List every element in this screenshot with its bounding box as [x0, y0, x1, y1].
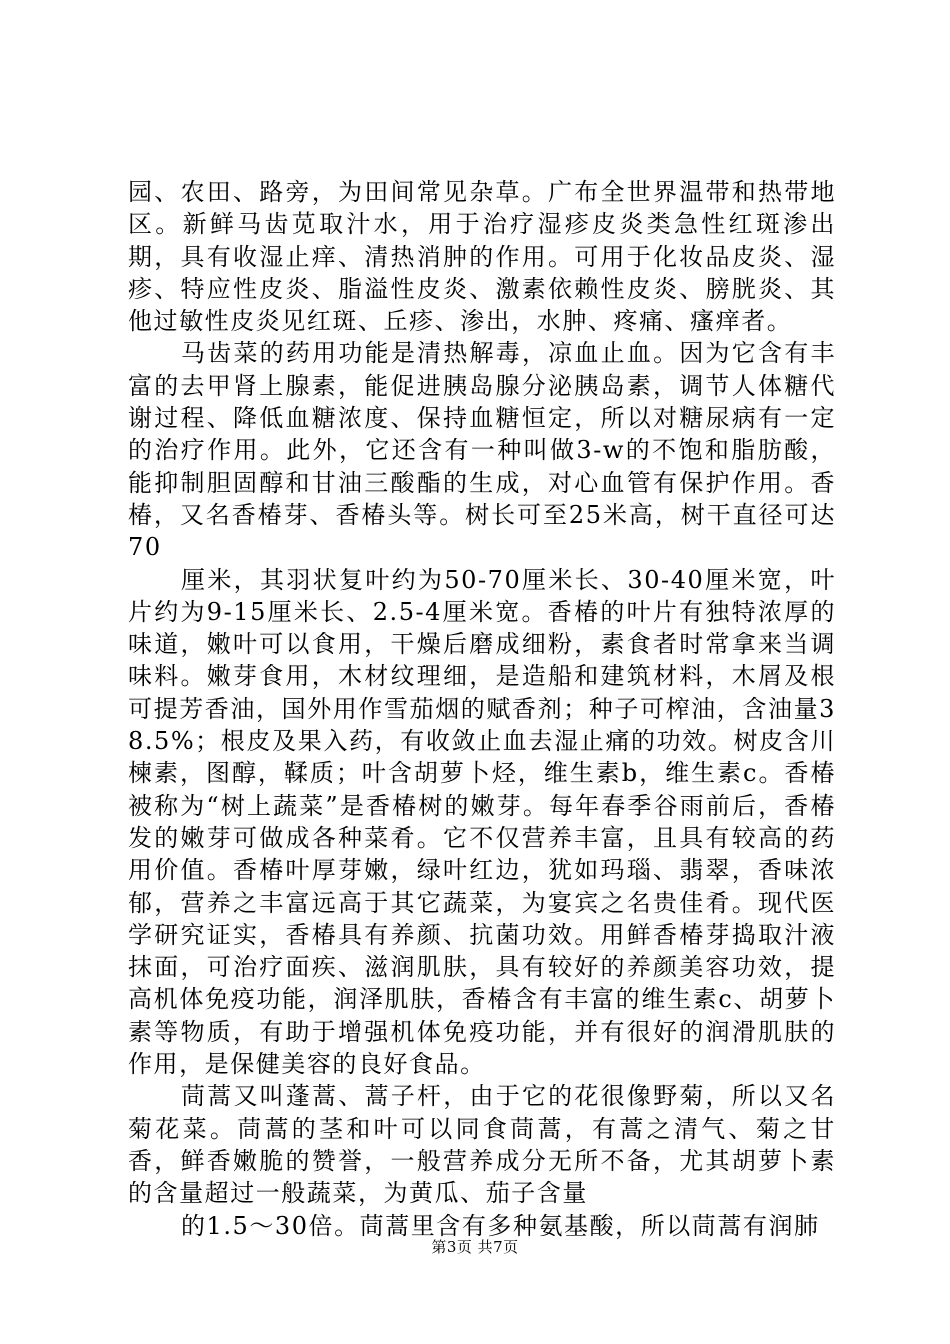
- paragraph-3: 厘米，其羽状复叶约为50-70厘米长、30-40厘米宽，叶片约为9-15厘米长、2.5-4厘米宽。香椿的叶片有独特浓厚的味道，嫩叶可以食用，干燥后磨成细粉，素食者时常拿来当调味料。嫩芽食用，木材纹理细，是造船和建筑材料，木屑及根可提芳香油，国外用作雪茄烟的赋香剂；种子可榨油，含油量38.5%；根皮及果入药，有收敛止血去湿止痛的功效。树皮含川楝素，图醇，鞣质；叶含胡萝卜烃，维生素b，维生素c。香椿被称为“树上蔬菜”是香椿树的嫩芽。每年春季谷雨前后，香椿发的嫩芽可做成各种菜肴。它不仅营养丰富，且具有较高的药用价值。香椿叶厚芽嫩，绿叶红边，犹如玛瑙、翡翠，香味浓郁，营养之丰富远高于其它蔬菜，为宴宾之名贵佳肴。现代医学研究证实，香椿具有养颜、抗菌功效。用鲜香椿芽捣取汁液抹面，可治疗面疾、滋润肌肤，具有较好的养颜美容功效，提高机体免疫功能，润泽肌肤，香椿含有丰富的维生素c、胡萝卜素等物质，有助于增强机体免疫功能，并有很好的润滑肌肤的作用，是保健美容的良好食品。: [128, 565, 836, 1079]
- paragraph-2: 马齿菜的药用功能是清热解毒，凉血止血。因为它含有丰富的去甲肾上腺素，能促进胰岛腺分泌胰岛素，调节人体糖代谢过程、降低血糖浓度、保持血糖恒定，所以对糖尿病有一定的治疗作用。此外，它还含有一种叫做3-w的不饱和脂肪酸，能抑制胆固醇和甘油三酸酯的生成，对心血管有保护作用。香椿，又名香椿芽、香椿头等。树长可至25米高，树干直径可达70: [128, 339, 836, 562]
- paragraph-4: 茼蒿又叫蓬蒿、蒿子杆，由于它的花很像野菊，所以又名菊花菜。茼蒿的茎和叶可以同食茼蒿，有蒿之清气、菊之甘香，鲜香嫩脆的赞誉，一般营养成分无所不备，尤其胡萝卜素的含量超过一般蔬菜，为黄瓜、茄子含量: [128, 1082, 836, 1208]
- document-body: [128, 176, 836, 1242]
- paragraph-5: 的1.5～30倍。茼蒿里含有多种氨基酸，所以茼蒿有润肺: [181, 1211, 820, 1240]
- page-footer: [0, 1236, 950, 1257]
- paragraph-1: 园、农田、路旁，为田间常见杂草。广布全世界温带和热带地区。新鲜马齿苋取汁水，用于治疗湿疹皮炎类急性红斑渗出期，具有收湿止痒、清热消肿的作用。可用于化妆品皮炎、湿疹、特应性皮炎、脂溢性皮炎、激素依赖性皮炎、膀胱炎、其他过敏性皮炎见红斑、丘疹、渗出，水肿、疼痛、瘙痒者。: [128, 178, 836, 336]
- page-number: 第3页 共7页: [431, 1238, 519, 1256]
